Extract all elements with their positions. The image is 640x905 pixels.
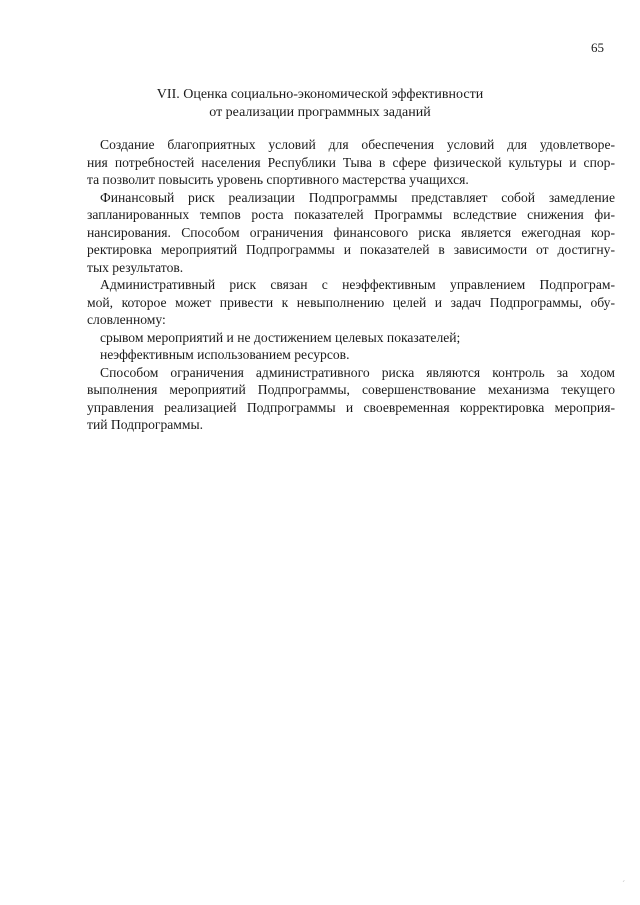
text-line: та позволит повысить уровень спортивного мастерства учащихся. [87,172,469,187]
text-line: Создание благоприятных условий для обеспечения условий для удовлетворе- [100,137,615,152]
text-line: нансирования. Способом ограничения финансового риска является ежегодная кор- [87,224,615,240]
text-line: Административный риск связан с неэффективным управлением Подпрограм- [100,277,615,292]
body-text [87,136,615,434]
text-line: запланированных темпов роста показателей Программы вследствие снижения фи- [87,207,615,222]
page-number: 65 [591,40,604,55]
text-line: Способом ограничения административного риска являются контроль за ходом [100,364,615,380]
scan-mark: ´ [622,880,626,891]
section-title-line-1: VII. Оценка социально-экономической эффективности [156,87,484,102]
text-line: ния потребностей населения Республики Тыва в сфере физической культуры и спор- [87,154,615,170]
text-line: управления реализацией Подпрограммы и своевременная корректировка мероприя- [87,399,615,415]
text-line: тий Подпрограммы. [87,417,204,432]
text-line: словленному: [87,312,166,327]
text-line: Финансовый риск реализации Подпрограммы представляет собой замедление [100,189,615,205]
section-title-line-2: от реализации программных заданий [209,105,431,120]
text-line: мой, которое может привести к невыполнению целей и задач Подпрограммы, обу- [87,294,615,310]
text-line: тых результатов. [87,259,184,275]
text-line: выполнения мероприятий Подпрограммы, совершенствование механизма текущего [87,382,615,397]
text-line: ректировка мероприятий Подпрограммы и показателей в зависимости от достигну- [87,242,615,257]
text-line: неэффективным использованием ресурсов. [100,347,350,362]
text-line: срывом мероприятий и не достижением целевых показателей; [100,329,461,345]
section-title [0,86,640,122]
